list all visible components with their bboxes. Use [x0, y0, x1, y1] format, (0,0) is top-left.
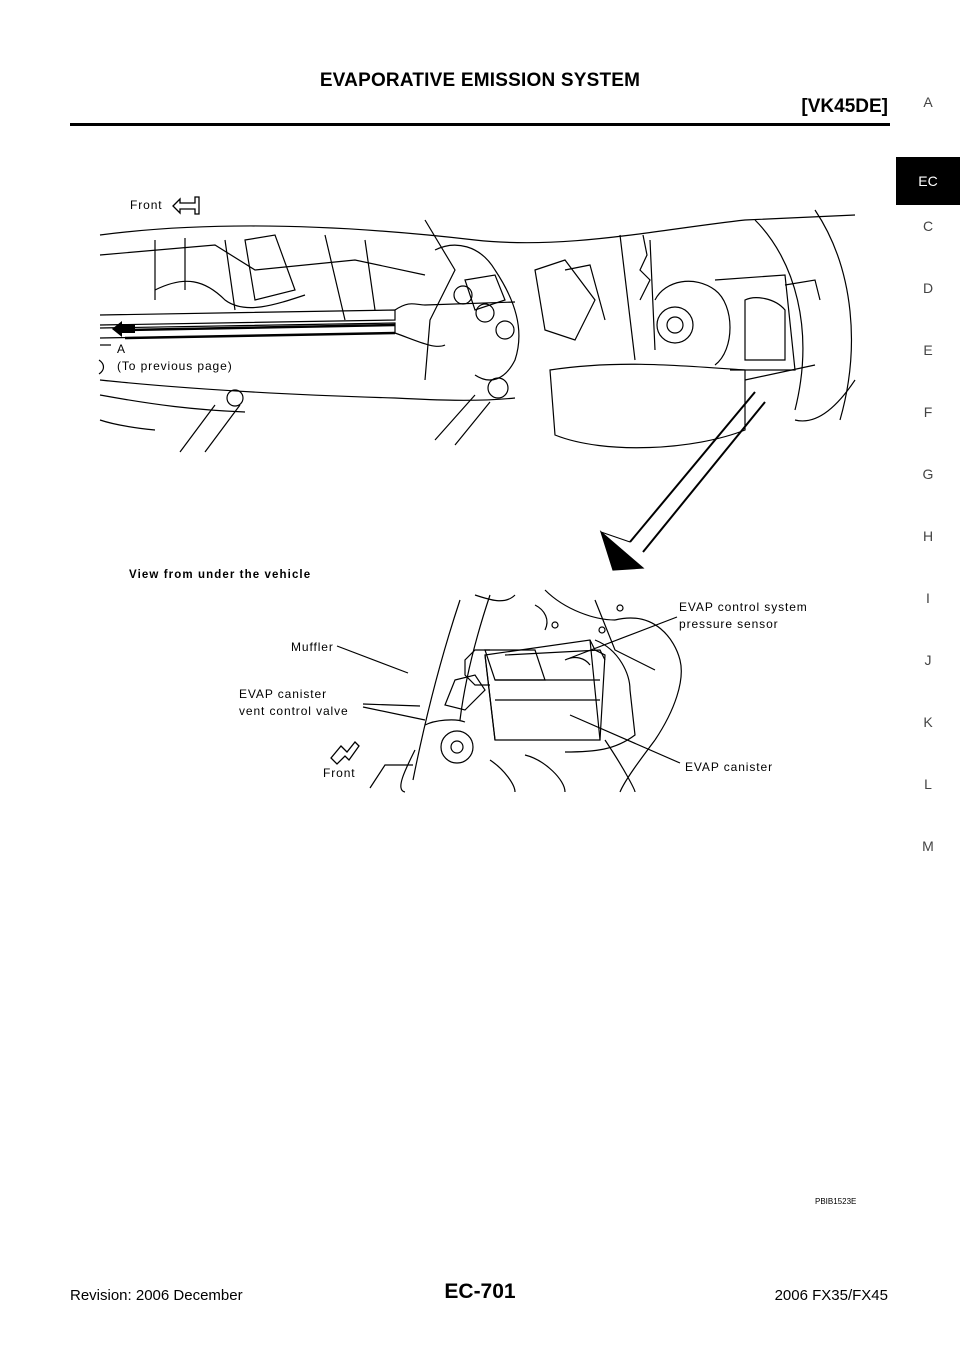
underbody-illustration	[100, 210, 855, 452]
section-tab-j: J	[924, 652, 932, 668]
connector-letter: A	[117, 342, 126, 356]
footer-model: 2006 FX35/FX45	[774, 1287, 888, 1304]
evap-diagram	[95, 180, 865, 1230]
footer-revision: Revision: 2006 December	[70, 1287, 243, 1304]
connector-note: (To previous page)	[117, 359, 233, 373]
engine-code: [VK45DE]	[801, 96, 888, 117]
pressure-sensor-label-2: pressure sensor	[679, 617, 779, 631]
section-index-tabs	[896, 88, 960, 894]
pressure-sensor-label-1: EVAP control system	[679, 600, 808, 614]
section-tab-ec: EC	[896, 157, 960, 205]
section-tab-m: M	[922, 838, 934, 854]
section-tab-i: I	[926, 590, 930, 606]
section-tab-l: L	[924, 776, 932, 792]
section-tab-e: E	[923, 342, 933, 358]
section-tab-k: K	[923, 714, 933, 730]
section-tab-g: G	[922, 466, 934, 482]
front-arrow-small-icon	[331, 742, 359, 764]
page-title: EVAPORATIVE EMISSION SYSTEM	[319, 70, 641, 91]
header-rule	[70, 123, 890, 126]
figure-code: PBIB1523E	[815, 1197, 857, 1206]
front-arrow-icon	[173, 197, 199, 214]
bottom-front-label: Front	[323, 766, 356, 780]
canister-closeup-illustration	[370, 590, 681, 792]
vent-valve-label-1: EVAP canister	[239, 687, 327, 701]
view-pointer-arrow-icon	[601, 392, 765, 570]
section-tab-a: A	[923, 94, 933, 110]
canister-label: EVAP canister	[685, 760, 773, 774]
top-front-label: Front	[130, 198, 163, 212]
section-tab-f: F	[923, 404, 933, 420]
section-tab-c: C	[922, 218, 934, 234]
section-tab-h: H	[922, 528, 934, 544]
view-caption: View from under the vehicle	[129, 569, 312, 581]
page-number: EC-701	[444, 1280, 516, 1303]
vent-valve-label-2: vent control valve	[239, 704, 349, 718]
muffler-label: Muffler	[291, 640, 334, 654]
section-tab-d: D	[922, 280, 934, 296]
